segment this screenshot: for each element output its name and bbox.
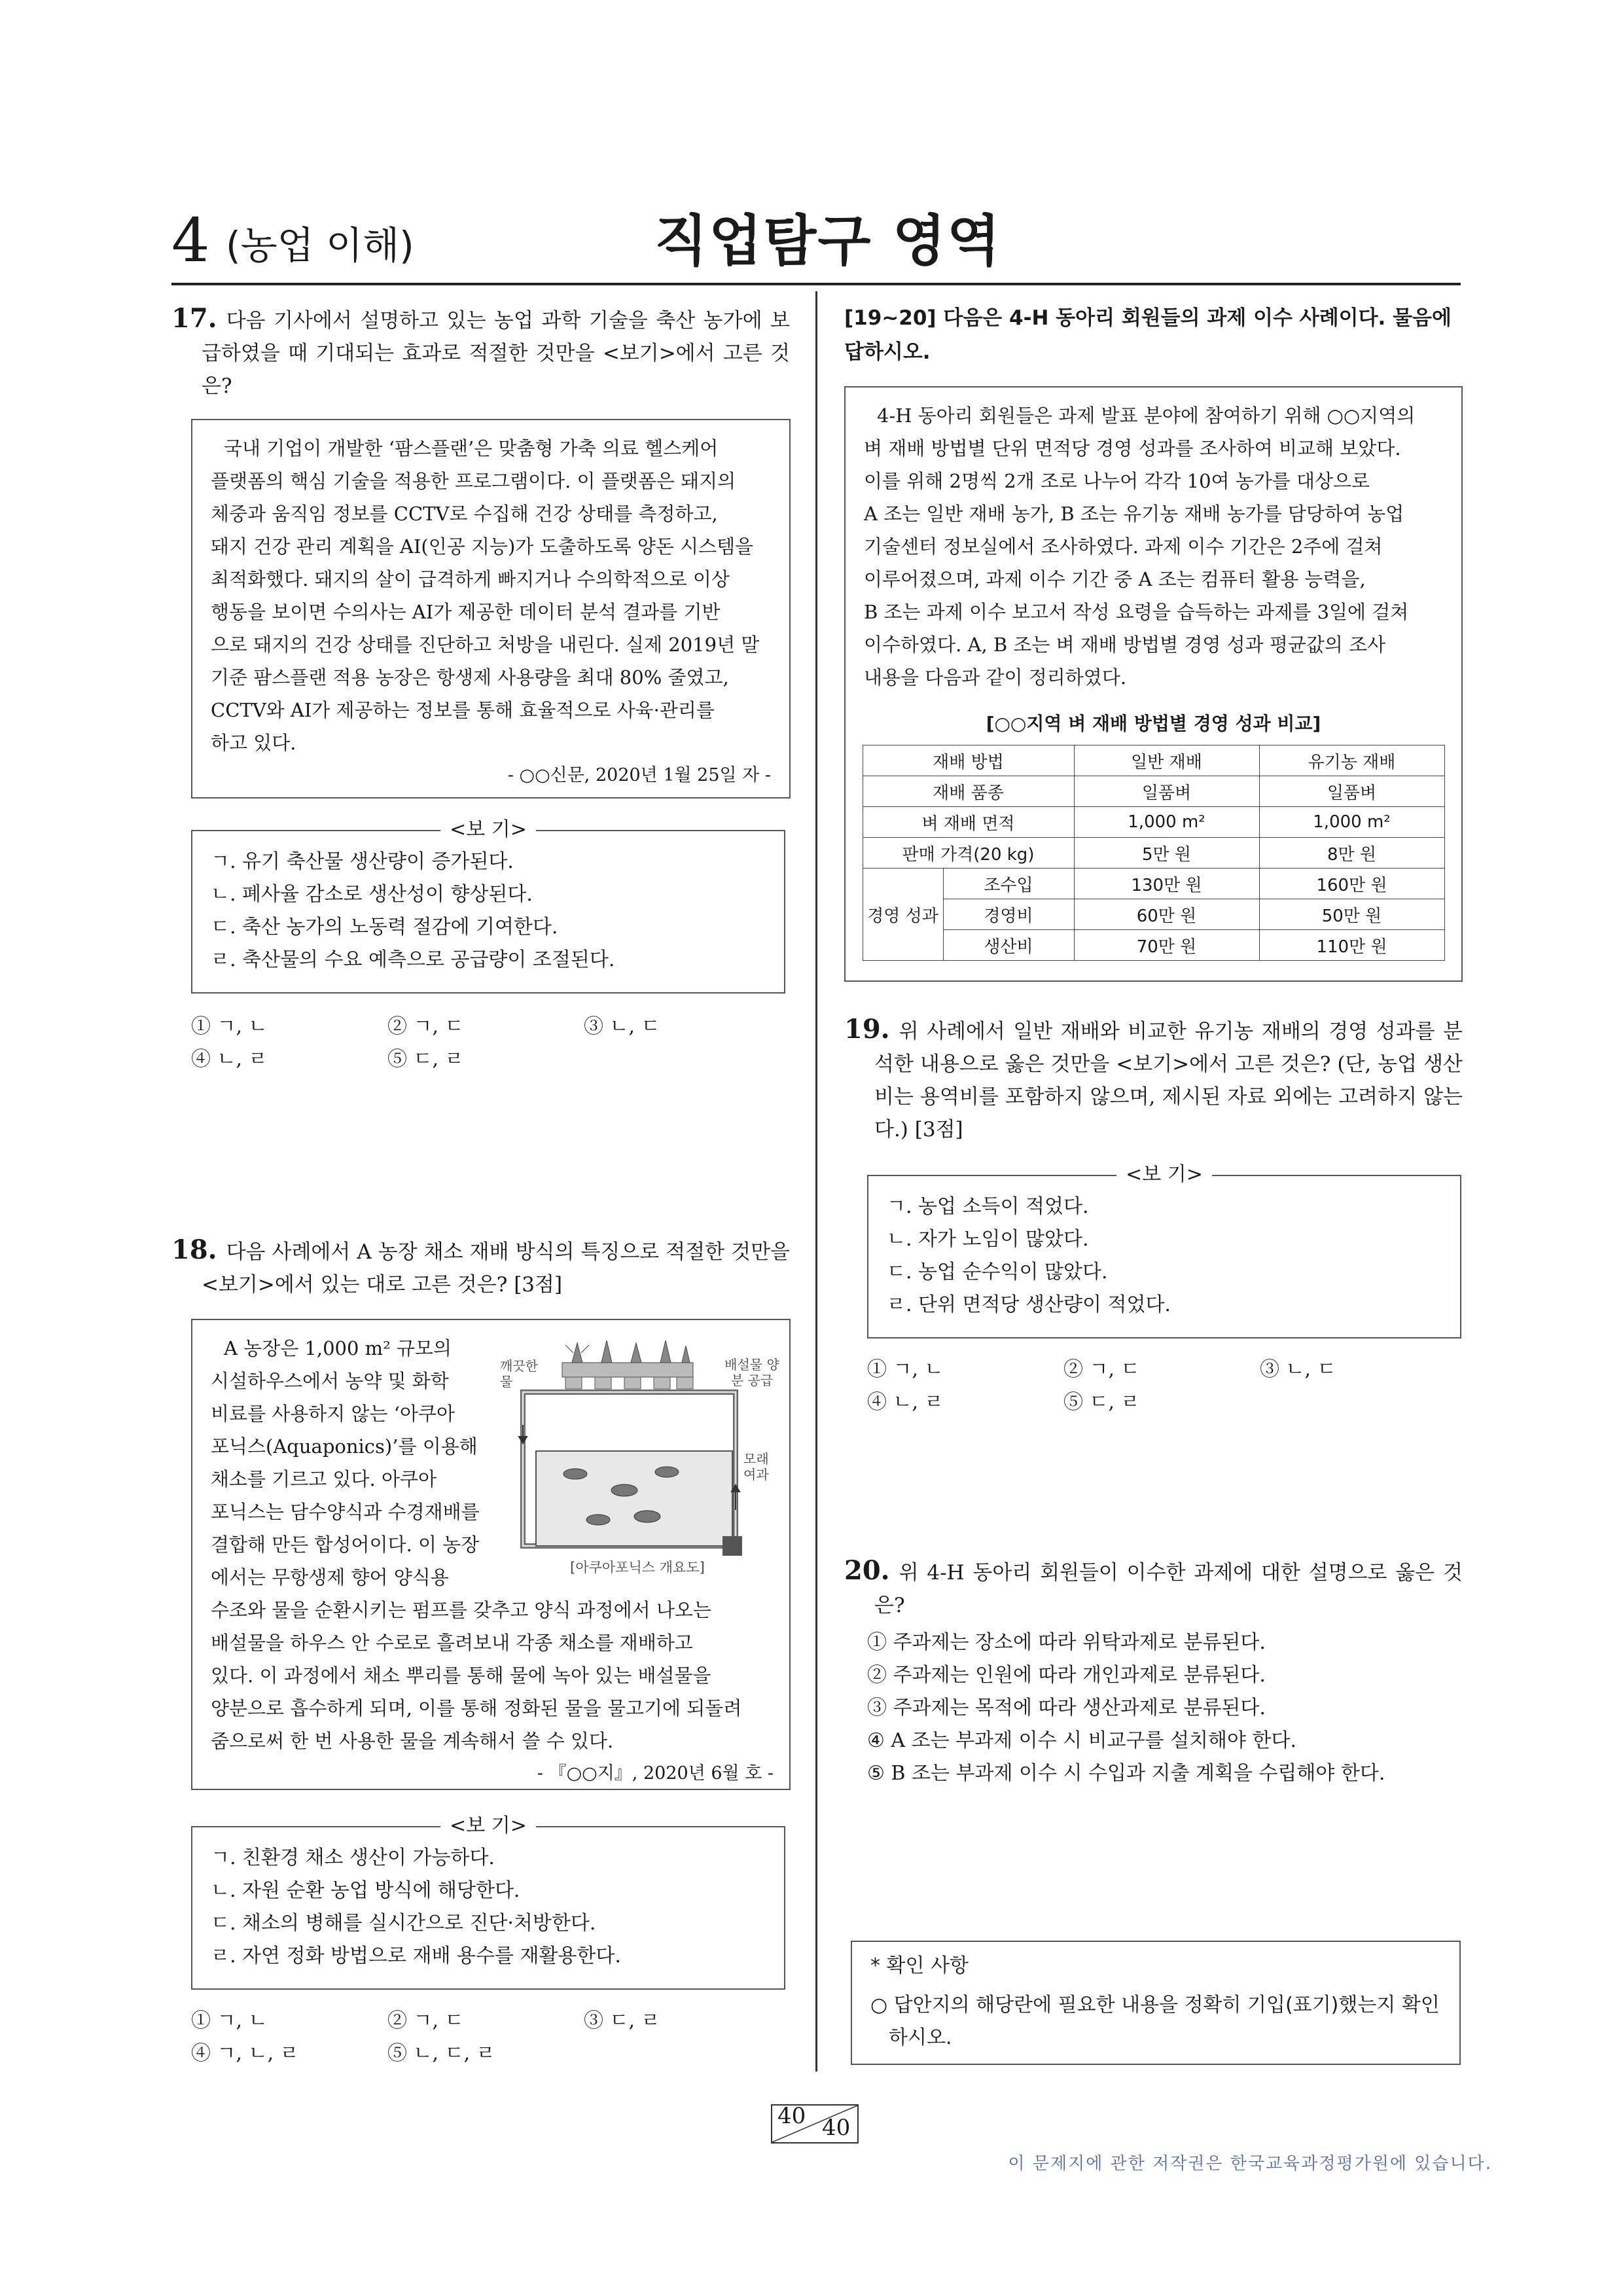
aquaponics-figure [500,1327,778,1582]
question-19-stem [844,1013,1463,1146]
question-20 [844,1554,1463,1622]
q20-choices [867,1626,1456,1790]
passage-line: 수조와 물을 순환시키는 펌프를 갖추고 양식 과정에서 나오는 [211,1599,711,1621]
passage-line: 국내 기업이 개발한 ‘팜스플랜’은 맞춤형 가축 의료 헬스케어 [224,437,719,459]
bogi-item: ㄱ. 농업 소득이 적었다. [887,1195,1089,1218]
table-cell: 60만 원 [1074,899,1259,930]
passage-line: 배설물을 하우스 안 수로로 흘려보내 각종 채소를 재배하고 [211,1632,693,1654]
choice-1[interactable]: ① ㄱ, ㄴ [191,2009,268,2032]
check-item: ○ 답안지의 해당란에 필요한 내용을 정확히 기입(표기)했는지 확인하시오. [870,1994,1440,2049]
passage-line: 에서는 무항생제 향어 양식용 [211,1566,449,1588]
passage-line: 체중과 움직임 정보를 CCTV로 수집해 건강 상태를 측정하고, [211,503,718,525]
question-19 [844,1013,1463,1146]
table-cell: 1,000 m² [1074,807,1259,838]
table-row [863,745,1444,776]
set-19-20-passage-box [844,386,1463,982]
q18-passage-top [192,1320,518,1594]
q19-bogi-box [867,1163,1461,1338]
label-waste-nutrient: 배설물 양분 공급 [724,1357,779,1388]
table-row [863,869,1444,899]
passage-source: - ○○신문, 2020년 1월 25일 자 - [507,765,771,785]
exam-title: 직업탐구 영역 [654,209,1002,273]
table-row [863,807,1444,838]
choice-2[interactable]: ② ㄱ, ㄷ [387,2009,464,2032]
choice-5[interactable]: ⑤ ㄴ, ㄷ, ㄹ [387,2042,495,2065]
passage-line: 내용을 다음과 같이 정리하였다. [864,666,1127,689]
passage-line: 양분으로 흡수하게 되며, 이를 통해 정화된 물을 물고기에 되돌려 [211,1697,742,1719]
table-cell: 판매 가격(20 kg) [863,838,1074,869]
choice-3[interactable]: ③ ㄷ, ㄹ [584,2009,660,2032]
passage-line: 줌으로써 한 번 사용한 물을 계속해서 쓸 수 있다. [211,1730,614,1752]
table-cell: 110만 원 [1259,930,1444,961]
table-cell: 8만 원 [1259,838,1444,869]
question-number: 17. [171,303,217,334]
table-header: 일반 재배 [1074,745,1259,776]
choice-1[interactable]: ① ㄱ, ㄴ [191,1015,268,1038]
table-row [863,838,1444,869]
q17-bogi-box [191,818,785,994]
table-cell: 경영비 [943,899,1074,930]
choice-5[interactable]: ⑤ ㄷ, ㄹ [387,1048,464,1071]
bogi-item: ㄷ. 농업 순수익이 많았다. [887,1261,1108,1283]
set-passage [846,387,1461,694]
table-row [863,776,1444,807]
section-number: 4 [171,206,210,276]
figure-caption: [아쿠아포닉스 개요도] [570,1560,705,1575]
passage-line: B 조는 과제 이수 보고서 작성 요령을 습득하는 과제를 3일에 걸쳐 [864,601,1409,623]
choice-5[interactable]: ⑤ B 조는 부과제 이수 시 수입과 지출 계획을 수립해야 한다. [867,1762,1385,1785]
check-notice-box [851,1941,1461,2065]
choice-3[interactable]: ③ ㄴ, ㄷ [1260,1358,1336,1381]
bogi-item: ㄹ. 축산물의 수요 예측으로 공급량이 조절된다. [211,948,615,971]
question-17 [171,302,790,403]
bogi-item: ㄴ. 자가 노임이 많았다. [887,1228,1089,1251]
table-header: 유기농 재배 [1259,745,1444,776]
passage-line: 채소를 기르고 있다. 아쿠아 [211,1468,437,1490]
table-cell: 조수입 [943,869,1074,899]
question-text: 위 4-H 동아리 회원들이 이수한 과제에 대한 설명으로 옳은 것은? [874,1561,1463,1617]
passage-line: 최적화했다. 돼지의 살이 급격하게 빠지거나 수의학적으로 이상 [211,568,730,590]
column-divider [815,291,817,2072]
table-row [863,899,1444,930]
bogi-item: ㄴ. 자원 순환 농업 방식에 해당한다. [211,1879,520,1902]
table-cell: 130만 원 [1074,869,1259,899]
question-number: 20. [844,1555,890,1586]
q18-passage-box [191,1319,791,1790]
question-text: 다음 사례에서 A 농장 채소 재배 방식의 특징으로 적절한 것만을 <보기>에서 있는 대로 고른 것은? [3점] [202,1240,790,1297]
question-number: 19. [844,1014,890,1045]
choice-4[interactable]: ④ ㄴ, ㄹ [867,1391,944,1414]
q18-passage-bottom [192,1594,792,1790]
passage-line: 포닉스는 담수양식과 수경재배를 [211,1501,480,1523]
table-title: [○○지역 벼 재배 방법별 경영 성과 비교] [986,713,1321,734]
subject-name: (농업 이해) [226,223,414,268]
q17-choices [191,1011,780,1076]
passage-line: 으로 돼지의 건강 상태를 진단하고 처방을 내린다. 실제 2019년 말 [211,634,760,656]
q18-choices [191,2005,780,2070]
page-number-box [771,2104,859,2144]
bogi-title: <보 기> [1116,1163,1212,1187]
table-cell: 벼 재배 면적 [863,807,1074,838]
passage-line: 돼지 건강 관리 계획을 AI(인공 지능)가 도출하도록 양돈 시스템을 [211,535,754,558]
choice-2[interactable]: ② ㄱ, ㄷ [1063,1358,1140,1381]
question-20-stem [844,1554,1463,1622]
bogi-item: ㄴ. 폐사율 감소로 생산성이 향상된다. [211,883,533,906]
check-title: * 확인 사항 [870,1954,969,1977]
choice-2[interactable]: ② 주과제는 인원에 따라 개인과제로 분류된다. [867,1664,1266,1687]
q19-choices [867,1354,1456,1419]
table-cell: 생산비 [943,930,1074,961]
page-current: 40 [777,2103,806,2129]
table-cell: 50만 원 [1259,899,1444,930]
table-header: 재배 방법 [863,745,1074,776]
question-number: 18. [171,1234,217,1265]
bogi-item: ㄹ. 단위 면적당 생산량이 적었다. [887,1293,1171,1316]
passage-line: 플랫폼의 핵심 기술을 적용한 프로그램이다. 이 플랫폼은 돼지의 [211,470,736,492]
table-group-label: 경영 성과 [863,869,943,961]
performance-table [863,745,1445,961]
passage-line: 이수하였다. A, B 조는 벼 재배 방법별 경영 성과 평균값의 조사 [864,634,1386,656]
bogi-item: ㄷ. 채소의 병해를 실시간으로 진단·처방한다. [211,1912,596,1935]
passage-line: 하고 있다. [211,732,296,754]
q18-bogi-box [191,1814,785,1990]
table-cell: 160만 원 [1259,869,1444,899]
bogi-item: ㄱ. 유기 축산물 생산량이 증가된다. [211,850,514,873]
passage-line: 행동을 보이면 수의사는 AI가 제공한 데이터 분석 결과를 기반 [211,601,721,623]
question-17-stem [171,302,790,403]
choice-4[interactable]: ④ ㄱ, ㄴ, ㄹ [191,2042,299,2065]
header-rule [171,283,1461,285]
question-18 [171,1234,790,1301]
q17-passage-box [191,419,791,798]
copyright-footer: 이 문제지에 관한 저작권은 한국교육과정평가원에 있습니다. [1008,2154,1492,2174]
passage-line: 비료를 사용하지 않는 ‘아쿠아 [211,1403,455,1425]
bogi-item: ㄷ. 축산 농가의 노동력 절감에 기여한다. [211,916,558,939]
passage-line: 기준 팜스플랜 적용 농장은 항생제 사용량을 최대 80% 줄였고, [211,666,729,689]
table-cell: 일품벼 [1074,776,1259,807]
passage-line: 있다. 이 과정에서 채소 뿌리를 통해 물에 녹아 있는 배설물을 [211,1664,711,1687]
table-cell: 70만 원 [1074,930,1259,961]
passage-line: A 조는 일반 재배 농가, B 조는 유기농 재배 농가를 담당하여 농업 [864,503,1404,525]
set-19-20-intro: [19~20] 다음은 4-H 동아리 회원들의 과제 이수 사례이다. 물음에 답하시오. [844,306,1452,364]
passage-line: 결합해 만든 합성어이다. 이 농장 [211,1534,480,1556]
passage-source: - 『○○지』, 2020년 6월 호 - [537,1763,774,1784]
choice-5[interactable]: ⑤ ㄷ, ㄹ [1063,1391,1140,1414]
label-clean-water: 깨끗한 물 [500,1358,538,1390]
choice-1[interactable]: ① 주과제는 장소에 따라 위탁과제로 분류된다. [867,1631,1266,1654]
passage-line: 이를 위해 2명씩 2개 조로 나누어 각각 10여 농가를 대상으로 [864,470,1370,492]
choice-4[interactable]: ④ ㄴ, ㄹ [191,1048,268,1071]
bogi-title: <보 기> [440,818,536,842]
passage-line: 기술센터 정보실에서 조사하였다. 과제 이수 기간은 2주에 걸쳐 [864,535,1383,558]
passage-line: 이루어졌으며, 과제 이수 기간 중 A 조는 컴퓨터 활용 능력을, [864,568,1366,590]
bogi-item: ㄹ. 자연 정화 방법으로 재배 용수를 재활용한다. [211,1945,621,1967]
passage-line: CCTV와 AI가 제공하는 정보를 통해 효율적으로 사육·관리를 [211,699,715,721]
choice-1[interactable]: ① ㄱ, ㄴ [867,1358,944,1381]
choice-2[interactable]: ② ㄱ, ㄷ [387,1015,464,1038]
passage-line: 시설하우스에서 농약 및 화학 [211,1370,449,1392]
passage-line: 포닉스(Aquaponics)’를 이용해 [211,1435,478,1458]
table-cell: 일품벼 [1259,776,1444,807]
table-cell: 재배 품종 [863,776,1074,807]
question-18-stem [171,1234,790,1301]
passage-line: 4-H 동아리 회원들은 과제 발표 분야에 참여하기 위해 ○○지역의 [877,404,1416,427]
choice-4[interactable]: ④ A 조는 부과제 이수 시 비교구를 설치해야 한다. [867,1729,1297,1752]
choice-3[interactable]: ③ 주과제는 목적에 따라 생산과제로 분류된다. [867,1696,1266,1719]
question-text: 다음 기사에서 설명하고 있는 농업 과학 기술을 축산 농가에 보급하였을 때 기대되는 효과로 적절한 것만을 <보기>에서 고른 것은? [202,309,790,398]
table-cell: 1,000 m² [1259,807,1444,838]
table-cell: 5만 원 [1074,838,1259,869]
page-total: 40 [822,2115,851,2141]
label-sand-filter: 모래 여과 [743,1451,769,1482]
passage-line: 벼 재배 방법별 단위 면적당 경영 성과를 조사하여 비교해 보았다. [864,437,1401,459]
choice-3[interactable]: ③ ㄴ, ㄷ [584,1015,660,1038]
bogi-item: ㄱ. 친환경 채소 생산이 가능하다. [211,1846,495,1869]
passage-line: A 농장은 1,000 m² 규모의 [224,1337,452,1359]
table-row [863,930,1444,961]
bogi-title: <보 기> [440,1814,536,1838]
question-text: 위 사례에서 일반 재배와 비교한 유기농 재배의 경영 성과를 분석한 내용으로 옳은 것만을 <보기>에서 고른 것은? (단, 농업 생산비는 용역비를 포함하지 않으며, 제시된 자료 외에는 고려하지 않는다.) [3점] [874,1020,1463,1141]
